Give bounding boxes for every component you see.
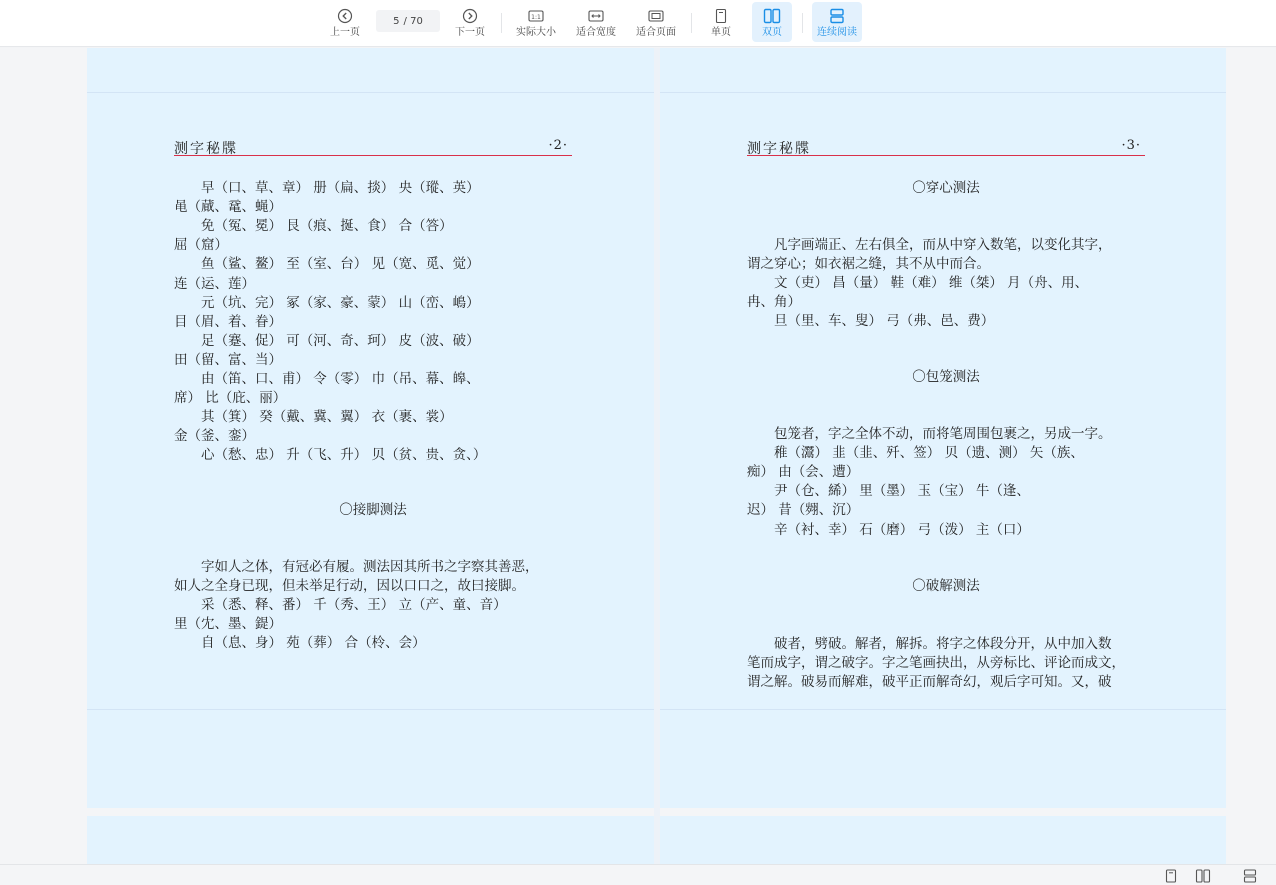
text-line: 迟） 昔（翙、沉） <box>747 502 860 519</box>
text-line: 文（吏） 昌（量） 鞋（难） 维（桀） 月（舟、用、 <box>747 275 1089 292</box>
text-line: 免（冤、冕） 艮（痕、挻、食） 合（答） <box>174 218 453 235</box>
double-page-label: 双页 <box>762 27 782 38</box>
page-total: / 70 <box>403 15 423 27</box>
continuous-reading-label: 连续阅读 <box>817 27 857 38</box>
left-page-number: ·2· <box>548 138 568 153</box>
single-page-label: 单页 <box>711 27 731 38</box>
actual-size-icon-text: 1:1 <box>531 14 541 21</box>
text-line: 笔而成字，谓之破字。字之笔画抉出，从旁标比、评论而成文， <box>747 655 1125 672</box>
left-page-header <box>174 138 572 156</box>
fit-page-button[interactable] <box>633 2 679 42</box>
vertical-scrollbar[interactable] <box>1262 48 1276 864</box>
text-line: 尹（仓、絺） 里（墨） 玉（宝） 牛（逢、 <box>747 483 1030 500</box>
fit-width-button[interactable] <box>573 2 619 42</box>
right-page-number: ·3· <box>1121 138 1141 153</box>
fit-width-icon <box>586 6 606 26</box>
scan-line <box>660 709 1226 710</box>
toolbar-separator <box>501 13 502 33</box>
toolbar <box>0 0 1276 47</box>
text-line: 谓之解。破易而解难，破平正而解奇幻，观后字可知。又，破 <box>747 674 1112 691</box>
double-page-icon <box>762 6 782 26</box>
text-line: 自（息、身） 苑（葬） 合（柃、会） <box>174 635 426 652</box>
text-line: 旦（里、车、叟） 弓（弗、邑、费） <box>747 313 995 330</box>
right-section1-title: 〇穿心测法 <box>912 180 980 196</box>
text-line: 由（笛、口、甫） 令（零） 巾（吊、幕、皞、 <box>174 371 480 387</box>
continuous-reading-button[interactable] <box>812 2 862 42</box>
double-page-button[interactable] <box>752 2 792 42</box>
right-section3-title: 〇破解测法 <box>912 578 980 594</box>
continuous-view-icon[interactable] <box>1242 868 1258 884</box>
page-number-box[interactable] <box>376 10 440 32</box>
text-line: 席） 比（庇、丽） <box>174 390 287 407</box>
single-page-button[interactable] <box>705 2 737 42</box>
actual-size-label: 实际大小 <box>516 27 556 38</box>
text-line: 凡字画端正、左右俱全，而从中穿入数笔，以变化其字， <box>747 237 1112 253</box>
actual-size-icon <box>526 6 546 26</box>
left-page-next <box>87 816 654 864</box>
chevron-left-circle-icon <box>335 6 355 26</box>
actual-size-button[interactable] <box>513 2 559 42</box>
text-line: 黾（蕆、鼋、蝇） <box>174 199 282 216</box>
right-page-next <box>660 816 1226 864</box>
text-line: 心（愁、忠） 升（飞、升） 贝（贫、贵、贪、） <box>174 447 487 464</box>
text-line: 其（箕） 癸（戴、冀、翼） 衣（裹、裳） <box>174 409 453 426</box>
page-current[interactable]: 5 <box>393 15 400 27</box>
right-page-title: 测字秘牒 <box>747 141 811 157</box>
scan-line <box>660 92 1226 93</box>
right-section2-title: 〇包笼测法 <box>912 369 980 385</box>
fit-width-label: 适合宽度 <box>576 27 616 38</box>
text-line: 稚（灊） 韭（韭、歼、签） 贝（遗、测） 矢（族、 <box>747 445 1084 462</box>
next-page-label: 下一页 <box>455 27 485 38</box>
text-line: 如人之全身已现，但未举足行动，因以口口之，故曰接脚。 <box>174 578 525 595</box>
chevron-right-circle-icon <box>460 6 480 26</box>
next-page-button[interactable] <box>451 2 489 42</box>
toolbar-separator <box>691 13 692 33</box>
text-line: 痴） 由（会、遭） <box>747 464 860 481</box>
left-page-title: 测字秘牒 <box>174 141 238 157</box>
right-page-header <box>747 138 1145 156</box>
prev-page-button[interactable] <box>326 2 364 42</box>
text-line: 谓之穿心；如衣裾之缝，其不从中而合。 <box>747 256 990 273</box>
fit-page-icon <box>646 6 666 26</box>
fit-page-label: 适合页面 <box>636 27 676 38</box>
double-page-view-icon[interactable] <box>1195 868 1211 884</box>
scan-line <box>87 92 654 93</box>
prev-page-label: 上一页 <box>330 27 360 38</box>
text-line: 鱼（鲨、鳌） 至（室、台） 见（宽、觅、觉） <box>174 256 480 273</box>
text-line: 连（运、莲） <box>174 275 255 292</box>
text-line: 足（蹇、促） 可（河、奇、珂） 皮（波、破） <box>174 332 480 349</box>
text-line: 辛（衬、幸） 石（磨） 弓（泼） 主（口） <box>747 521 1030 538</box>
text-line: 破者，劈破。解者，解拆。将字之体段分开，从中加入数 <box>747 636 1112 652</box>
text-line: 包笼者，字之全体不动，而将笔周围包裹之，另成一字。 <box>747 426 1112 442</box>
single-page-icon <box>711 6 731 26</box>
text-line: 屈（窟） <box>174 237 228 254</box>
left-section-title: 〇接脚测法 <box>339 502 407 518</box>
text-line: 字如人之体，有冠必有履。测法因其所书之字察其善恶， <box>174 559 539 575</box>
text-line: 采（悉、释、番） 千（秀、王） 立（产、童、音） <box>174 597 507 614</box>
text-line: 冉、角） <box>747 294 801 311</box>
page-gutter <box>654 48 660 864</box>
text-line: 金（釜、銮） <box>174 428 255 445</box>
toolbar-separator <box>802 13 803 33</box>
single-page-view-icon[interactable] <box>1163 868 1179 884</box>
text-line: 里（冘、墨、鍉） <box>174 616 282 633</box>
scan-line <box>87 709 654 710</box>
text-line: 目（眉、着、眷） <box>174 313 282 330</box>
text-line: 元（坑、完） 冢（家、豪、蒙） 山（峦、嶋） <box>174 294 480 311</box>
text-line: 田（留、富、当） <box>174 351 282 368</box>
continuous-reading-icon <box>827 6 847 26</box>
text-line: 早（口、草、章） 册（扁、掞） 央（瑽、英） <box>174 180 480 196</box>
status-bar <box>0 864 1276 885</box>
